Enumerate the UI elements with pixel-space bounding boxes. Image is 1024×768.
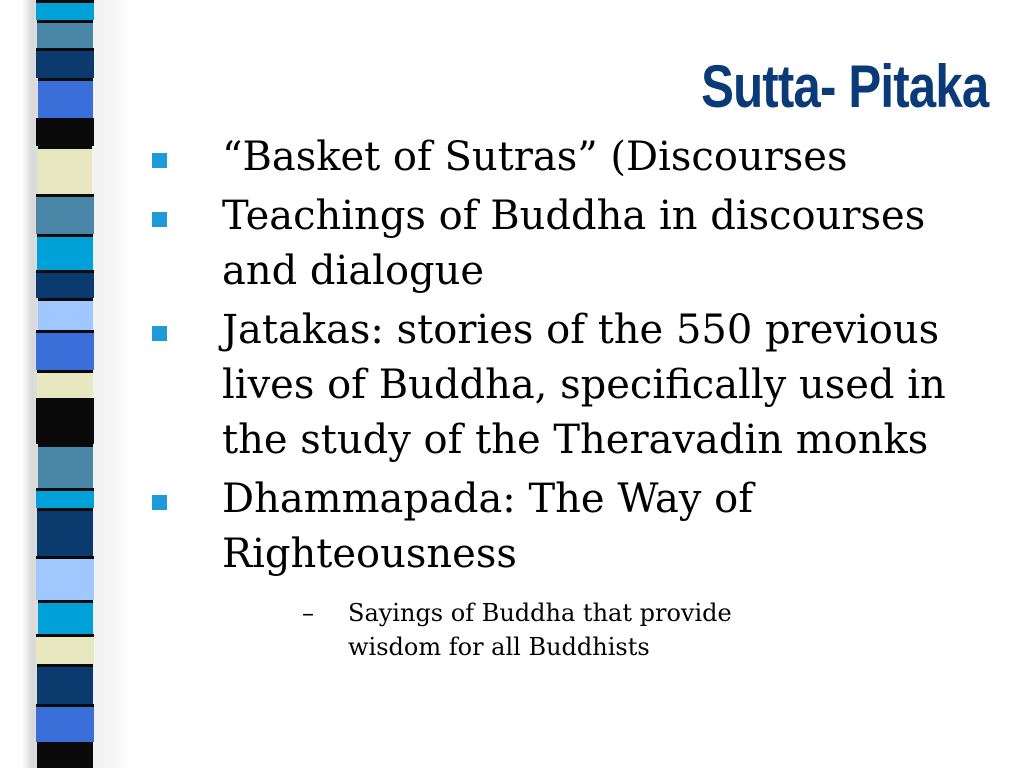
- decorative-stripe: [36, 704, 94, 742]
- square-bullet-icon: [152, 495, 167, 510]
- decorative-stripe: [37, 508, 93, 556]
- decorative-stripe: [36, 398, 94, 444]
- decorative-stripe: [36, 0, 94, 20]
- bullet-item: [150, 189, 970, 299]
- sub-bullet-text: Sayings of Buddha that provide wisdom for all Buddhists: [348, 599, 732, 661]
- decorative-stripe: [36, 330, 94, 370]
- square-bullet-icon: [152, 153, 167, 168]
- slide-title: Sutta- Pitaka: [700, 53, 988, 120]
- square-bullet-icon: [152, 212, 167, 227]
- decorative-stripe: [38, 146, 92, 194]
- bullet-list: [150, 130, 970, 668]
- bullet-item: [150, 130, 970, 185]
- bullet-text: “Basket of Sutras” (Discourses: [222, 134, 848, 180]
- decorative-striped-bar: [36, 0, 94, 768]
- bullet-text: Jatakas: stories of the 550 previous lives of Buddha, specifically used in the study of the Theravadin monks: [222, 307, 946, 463]
- decorative-stripe: [36, 270, 94, 298]
- decorative-stripe: [37, 20, 93, 48]
- dash-bullet-icon: –: [302, 599, 314, 627]
- decorative-stripe: [38, 444, 93, 488]
- bullet-text: Teachings of Buddha in discourses and dialogue: [222, 193, 926, 294]
- decorative-stripe: [36, 634, 94, 664]
- decorative-stripe: [37, 742, 93, 768]
- decorative-stripe: [36, 488, 94, 508]
- bullet-item: [150, 472, 970, 664]
- decorative-stripe: [38, 298, 93, 330]
- decorative-stripe: [38, 78, 93, 118]
- bullet-text: Dhammapada: The Way of Righteousness: [222, 476, 753, 577]
- decorative-stripe: [37, 370, 93, 398]
- decorative-stripe: [37, 664, 93, 704]
- decorative-stripe: [36, 194, 94, 234]
- decorative-stripe: [38, 600, 93, 634]
- sub-bullet-item: [222, 596, 828, 664]
- decorative-stripe: [36, 556, 94, 600]
- decorative-stripe: [37, 234, 93, 270]
- bullet-item: [150, 303, 970, 468]
- decorative-stripe: [36, 48, 94, 78]
- decorative-stripe: [36, 118, 94, 146]
- square-bullet-icon: [152, 326, 167, 341]
